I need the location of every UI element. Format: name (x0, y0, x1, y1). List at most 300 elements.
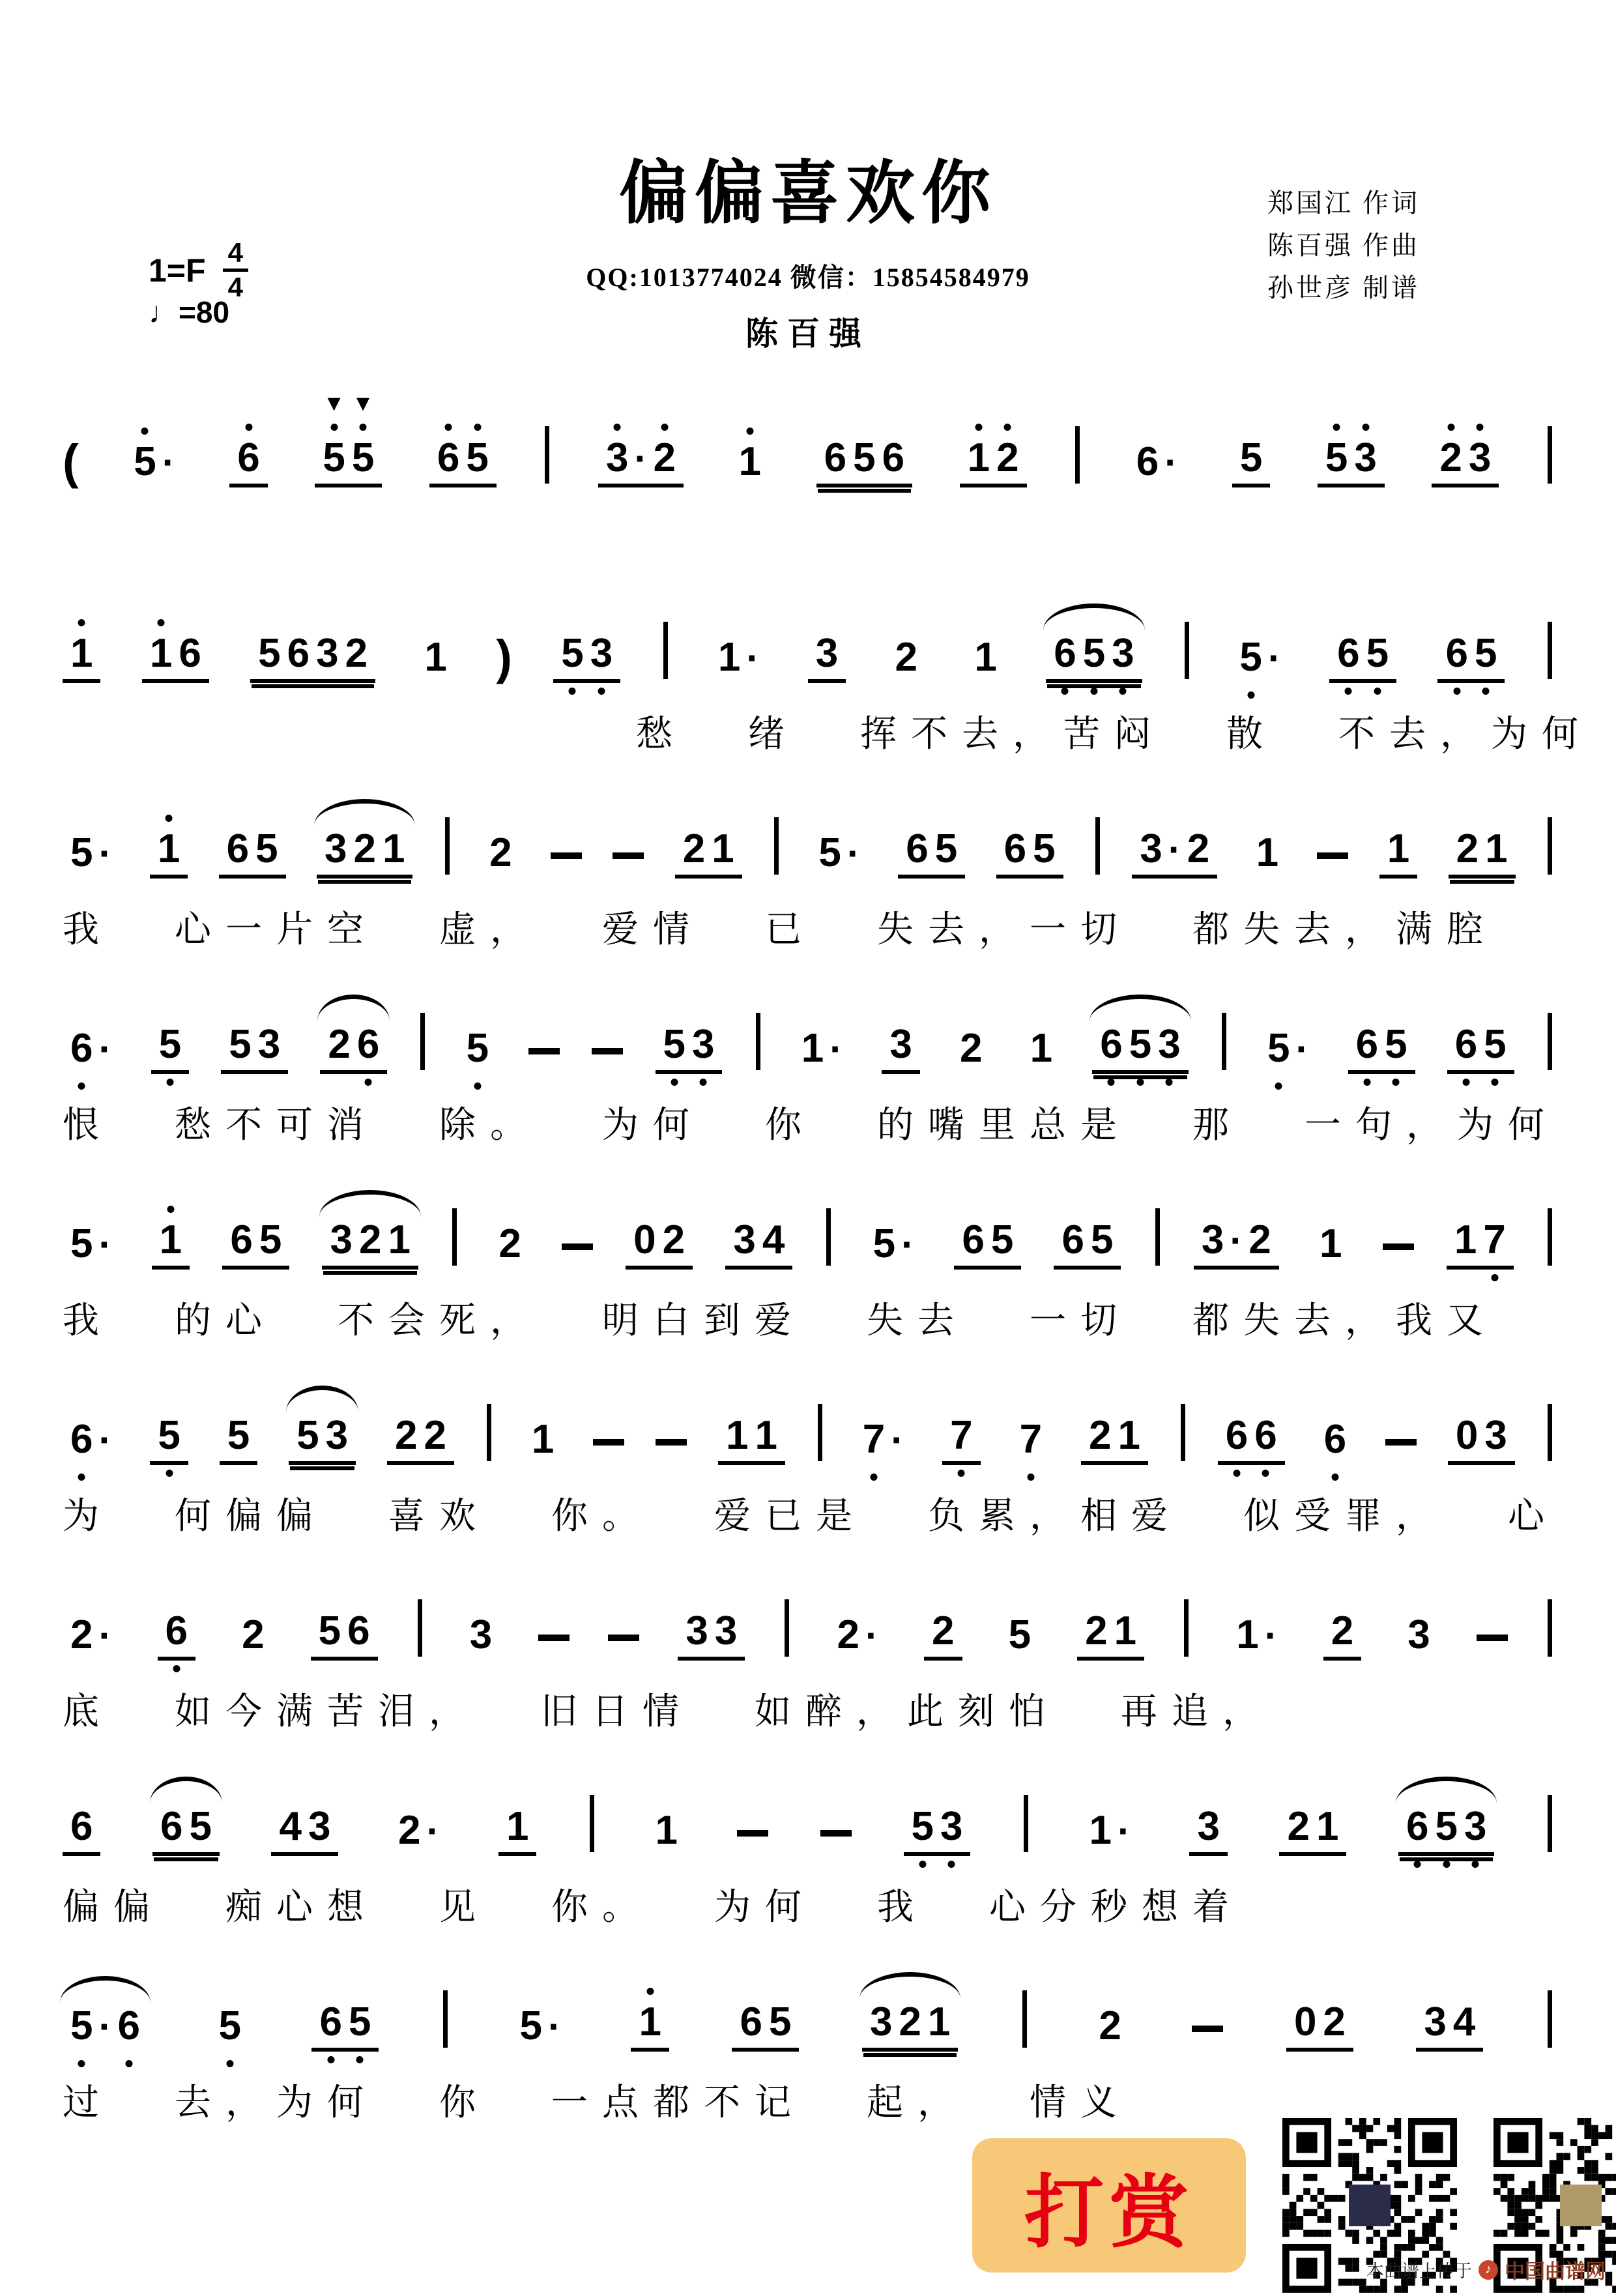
beam-line (1450, 880, 1514, 884)
augmentation-dot: · (98, 832, 112, 875)
note-group (996, 826, 1063, 879)
note (1439, 435, 1462, 480)
note (489, 830, 512, 875)
note-group (387, 1413, 454, 1465)
note-number: 5 (990, 1217, 1014, 1262)
augmentation-dot: · (547, 2005, 561, 2048)
note-number: 1 (159, 1217, 182, 1262)
note (70, 1804, 93, 1849)
note-number: 1 (424, 635, 447, 680)
note (940, 1804, 963, 1849)
octave-dot-below (1331, 1474, 1338, 1481)
dash-note (1192, 2026, 1223, 2032)
note (837, 1612, 859, 1657)
note-group (429, 435, 497, 487)
reward-button[interactable]: 打赏 (972, 2138, 1246, 2273)
note (345, 633, 368, 674)
note (1003, 826, 1027, 871)
note-group (220, 1413, 257, 1465)
barline (663, 622, 668, 679)
note-group (725, 1217, 792, 1270)
note-number: 1 (70, 631, 93, 676)
note-group (250, 633, 375, 683)
octave-dot-below (173, 1665, 180, 1672)
note-group (1398, 1804, 1494, 1856)
notes-row (63, 1752, 1553, 1856)
note-group (904, 1804, 971, 1856)
note-number: 5 (768, 1999, 792, 2044)
note (1454, 1217, 1477, 1262)
lyricist-credit: 郑国江 作词 (1267, 188, 1420, 218)
note-group (887, 637, 925, 683)
note (1445, 633, 1467, 674)
note-number: 5 (1008, 1612, 1032, 1657)
note (685, 1608, 708, 1653)
note-group (1054, 1217, 1121, 1270)
note (1140, 826, 1162, 871)
note (347, 1608, 370, 1653)
note-number: 2 (358, 1217, 382, 1262)
barline (590, 1795, 594, 1852)
note-number: 1 (1114, 1608, 1137, 1653)
barline (756, 1013, 760, 1070)
note (296, 1413, 319, 1458)
octave-dot-below (1275, 1083, 1282, 1090)
note (70, 1612, 93, 1657)
dash-note (613, 852, 644, 859)
octave-dot-below (1374, 688, 1381, 695)
note-number: 5 (70, 830, 93, 875)
note (740, 1999, 762, 2044)
note-group (1077, 1608, 1144, 1661)
note (932, 1608, 955, 1653)
note-number: 5 (853, 435, 876, 480)
note-number: 5 (189, 1804, 212, 1849)
note-number: 1 (974, 635, 997, 680)
note (1484, 1024, 1506, 1065)
octave-dot-below (671, 1079, 678, 1086)
note-group (1447, 1217, 1514, 1270)
octave-dot-below (166, 1079, 173, 1086)
note (934, 826, 958, 871)
note (1475, 633, 1497, 674)
note-number: 3 (1424, 1999, 1447, 2044)
note (1118, 1413, 1140, 1458)
note-group (462, 1612, 500, 1661)
note (70, 2003, 93, 2048)
note-number: 5 (70, 1221, 93, 1266)
note (70, 633, 93, 674)
notes-row (63, 579, 1553, 683)
note-number: 5 (1484, 1022, 1507, 1067)
slur-arc (1089, 995, 1190, 1021)
note (1136, 439, 1159, 484)
note-number: 2 (682, 826, 706, 871)
note-number: 5 (1239, 435, 1263, 480)
note (990, 1217, 1014, 1262)
octave-dot-below (871, 1474, 878, 1481)
note-number: 1 (738, 439, 762, 484)
note (1090, 1217, 1114, 1262)
note-number: 5 (1435, 1804, 1458, 1849)
note-group (626, 1217, 693, 1270)
note-number: 1 (927, 1999, 951, 2044)
note-number: 3 (691, 1022, 715, 1067)
note-number: 5 (519, 2003, 542, 2048)
note-number: 3 (316, 631, 339, 676)
octave-dot-below (166, 1470, 173, 1477)
note-number: 5 (1385, 1022, 1407, 1067)
octave-dot-above (975, 424, 982, 431)
note-number: 2 (1456, 826, 1479, 871)
note (1316, 1804, 1339, 1849)
note-number: 6 (160, 1804, 183, 1849)
octave-dot-below (958, 1470, 965, 1477)
dash-note (1385, 1439, 1417, 1446)
song-title: 偏偏喜欢你 (619, 156, 997, 232)
note-number: 2 (424, 1413, 446, 1458)
note-number: 6 (70, 1804, 93, 1849)
note-group (1286, 1999, 1353, 2052)
note (308, 1804, 331, 1849)
watermark (1366, 2255, 1606, 2284)
note-number: 6 (179, 631, 201, 676)
note-number: 2 (242, 1612, 265, 1657)
note (398, 1810, 420, 1851)
note-number: 6 (356, 1022, 380, 1067)
augmentation-dot: · (98, 1223, 112, 1266)
note-group (234, 1612, 272, 1661)
note-number: 2 (395, 1413, 418, 1458)
notes-row (63, 1947, 1553, 2052)
note-number: 2 (1099, 2003, 1121, 2048)
note (762, 1217, 785, 1262)
music-system (63, 1556, 1553, 1752)
note-number: 3 (257, 1022, 281, 1067)
note (718, 637, 740, 678)
note-group (731, 439, 769, 487)
note-number: 6 (437, 435, 460, 480)
note (801, 1028, 824, 1069)
note (218, 2003, 241, 2048)
note (895, 637, 917, 678)
note-number: 3 (1158, 1022, 1181, 1067)
note (869, 1999, 893, 2044)
note-number: 6 (1337, 631, 1360, 676)
note-number: 1 (967, 435, 990, 480)
note (1319, 1221, 1342, 1266)
note (655, 1810, 677, 1851)
augmentation-dot: · (1267, 636, 1281, 680)
note (519, 2003, 542, 2048)
note-number: 6 (1100, 1022, 1123, 1067)
octave-dot-below (1462, 1079, 1469, 1086)
note-number: 4 (762, 1217, 785, 1262)
note-group (1447, 1024, 1514, 1074)
note (1129, 1024, 1151, 1065)
octave-dot-above (141, 428, 149, 435)
note-number: 6 (1445, 631, 1468, 676)
note-group (63, 1028, 119, 1074)
note (1085, 1608, 1108, 1653)
note-group (1416, 1999, 1483, 2052)
note (1197, 1804, 1220, 1849)
octave-dot-above (646, 1988, 654, 1995)
note-group (317, 826, 412, 879)
barline (1548, 1404, 1552, 1461)
note-group (482, 830, 519, 879)
dash-note (737, 1830, 768, 1837)
beam-line (818, 489, 911, 493)
note-group (1449, 826, 1516, 879)
note (328, 1024, 350, 1065)
octave-dot-above (746, 428, 753, 435)
note (1464, 1804, 1487, 1849)
note (873, 1221, 896, 1266)
note-group (808, 633, 846, 683)
note (1452, 1999, 1476, 2044)
note-group (718, 1413, 785, 1465)
note-group (954, 1217, 1021, 1270)
note-group (1082, 1810, 1138, 1856)
note-number: 5 (318, 1608, 341, 1653)
note (348, 1999, 371, 2044)
composer-credit: 陈百强 作曲 (1267, 230, 1420, 260)
octave-dot-below (1345, 688, 1352, 695)
note (259, 1217, 282, 1262)
augmentation-dot: · (846, 832, 860, 875)
slur-arc (1043, 603, 1144, 630)
singer-name: 陈百强 (745, 315, 871, 352)
octave-dot-below (1491, 1274, 1498, 1281)
octave-dot-above (1004, 424, 1011, 431)
note-number: 1 (506, 1804, 529, 1849)
note-number: 6 (1406, 1804, 1429, 1849)
note-number: 5 (134, 439, 156, 484)
note (863, 1419, 885, 1460)
note (1256, 830, 1279, 875)
barline (1548, 622, 1552, 679)
beam-line (290, 1466, 354, 1470)
barline (443, 1990, 448, 2048)
beam-line (323, 1271, 416, 1275)
note-number: 6 (1254, 1413, 1277, 1458)
note-group (1218, 1413, 1285, 1465)
note-number: 3 (469, 1612, 493, 1657)
note-number: 6 (906, 826, 929, 871)
note-group (1232, 637, 1288, 683)
note-group (1437, 633, 1505, 683)
note (996, 435, 1019, 480)
octave-dot-above (1333, 424, 1340, 431)
note (606, 435, 629, 480)
note-group (158, 1608, 195, 1661)
note (950, 1413, 973, 1458)
note (1407, 1612, 1430, 1657)
barline (1548, 1208, 1552, 1266)
note (911, 1804, 934, 1849)
beam-line (252, 684, 374, 688)
note (165, 1608, 188, 1653)
note (1089, 1810, 1112, 1851)
note (227, 1413, 250, 1458)
octave-dot-below (1492, 1079, 1499, 1086)
note (1483, 1217, 1506, 1262)
note-number: 6 (824, 435, 847, 480)
note (318, 1608, 341, 1653)
note (159, 1024, 181, 1065)
barline (418, 1599, 422, 1657)
octave-dot-above (330, 424, 338, 431)
note-group (924, 1608, 962, 1661)
note-number: 7 (1019, 1417, 1043, 1462)
note (1267, 1028, 1290, 1069)
note-number: 2 (1323, 1999, 1346, 2044)
transcriber-credit: 孙世彦 制谱 (1267, 272, 1420, 302)
note-number: 1 (726, 1413, 749, 1458)
note (498, 1221, 521, 1266)
note-number: 7 (950, 1413, 973, 1458)
beam-line (318, 880, 411, 884)
note (330, 1217, 353, 1262)
note-number: 2 (662, 1217, 685, 1262)
note-number: 3 (1464, 1804, 1487, 1849)
dash-note (820, 1830, 852, 1837)
note-number: 1 (1454, 1217, 1477, 1262)
contact-info: QQ:1013774024 微信：15854584979 (586, 263, 1030, 292)
note (319, 1999, 342, 2044)
note-number: 3 (1468, 435, 1492, 480)
note-group (142, 633, 209, 683)
augmentation-dot: · (1230, 1219, 1243, 1262)
note-group (512, 2003, 568, 2052)
note-group (63, 1612, 119, 1661)
note-number: 1 (531, 1417, 555, 1462)
note (960, 1028, 982, 1069)
note (351, 391, 375, 480)
tempo-value: =80 (179, 295, 230, 329)
note-number: 1 (1236, 1612, 1259, 1657)
note (1485, 826, 1508, 871)
note-number: 6 (230, 1217, 253, 1262)
note-number: 2 (895, 635, 918, 680)
tempo-marking (149, 295, 229, 330)
note-number: 5 (1090, 1217, 1114, 1262)
note (1324, 1419, 1346, 1460)
beam-line (1047, 684, 1140, 688)
octave-dot-above (78, 619, 85, 626)
octave-dot-below (1166, 1079, 1173, 1086)
note-number: 5 (934, 826, 958, 871)
note (506, 1804, 529, 1849)
augmentation-dot: · (1168, 828, 1181, 871)
note (663, 1024, 685, 1065)
note-group (491, 1221, 528, 1270)
note (159, 1217, 182, 1262)
note-number: 2 (328, 1022, 351, 1067)
note (889, 1024, 912, 1065)
note-group (1379, 826, 1417, 879)
note (1424, 1999, 1447, 2044)
note (962, 1217, 985, 1262)
octave-dot-below (78, 1474, 85, 1481)
note-number: 2 (498, 1221, 521, 1266)
note-number: 6 (347, 1608, 370, 1653)
note (279, 1804, 302, 1849)
note (816, 633, 838, 674)
note-number: 2 (959, 1026, 983, 1071)
note (388, 1217, 411, 1262)
note-number: 6 (70, 1026, 93, 1071)
note (1248, 1217, 1271, 1262)
note-number: 2 (653, 435, 676, 480)
note-number: 6 (1355, 1022, 1379, 1067)
octave-dot-below (327, 2056, 334, 2063)
note-number: 6 (962, 1217, 985, 1262)
site-logo-icon: ♪ (1479, 2260, 1498, 2280)
note-number: 3 (1140, 826, 1162, 871)
note (927, 1999, 951, 2044)
note-group (1279, 1804, 1346, 1856)
note (726, 1413, 749, 1458)
note-number: 2 (1248, 1217, 1271, 1262)
augmentation-dot: · (98, 1614, 112, 1657)
octave-dot-above (1477, 424, 1484, 431)
barline (1548, 426, 1552, 484)
note (325, 826, 347, 871)
note (1054, 633, 1076, 674)
music-system (63, 774, 1553, 970)
note (1385, 1024, 1407, 1065)
octave-dot-below (78, 1083, 85, 1090)
octave-dot-below (1443, 1861, 1450, 1868)
watermark-brand: 中国曲谱网 (1505, 2260, 1606, 2283)
octave-dot-below (1247, 691, 1254, 699)
note (1239, 637, 1262, 678)
note (1061, 1217, 1084, 1262)
note (357, 1024, 379, 1065)
note (818, 830, 841, 875)
note (382, 826, 405, 871)
note (1325, 435, 1348, 480)
note-number: 5 (218, 2003, 241, 2048)
augmentation-dot: · (634, 437, 648, 480)
note (287, 633, 310, 674)
note (1331, 1608, 1354, 1653)
slur-arc (314, 799, 415, 826)
music-system (63, 579, 1593, 774)
note (755, 1413, 777, 1458)
note-number: 1 (655, 1808, 678, 1853)
note-number: 6 (237, 435, 260, 480)
dash-note (551, 852, 582, 859)
note (230, 1217, 253, 1262)
note-group (656, 1024, 723, 1074)
note-group (126, 439, 182, 487)
note-number: 3 (308, 1804, 331, 1849)
note-number: 2 (1331, 1608, 1354, 1653)
dash-note (593, 1439, 624, 1446)
barline (1181, 1404, 1185, 1461)
quarter-note-icon: ♩ (149, 295, 179, 329)
note-number: 2 (1287, 1804, 1310, 1849)
note (325, 1413, 349, 1458)
music-system (63, 383, 1553, 579)
dash-note (1317, 852, 1348, 859)
note-group (63, 1221, 119, 1270)
note-group (498, 1804, 536, 1856)
barline (1185, 622, 1189, 679)
